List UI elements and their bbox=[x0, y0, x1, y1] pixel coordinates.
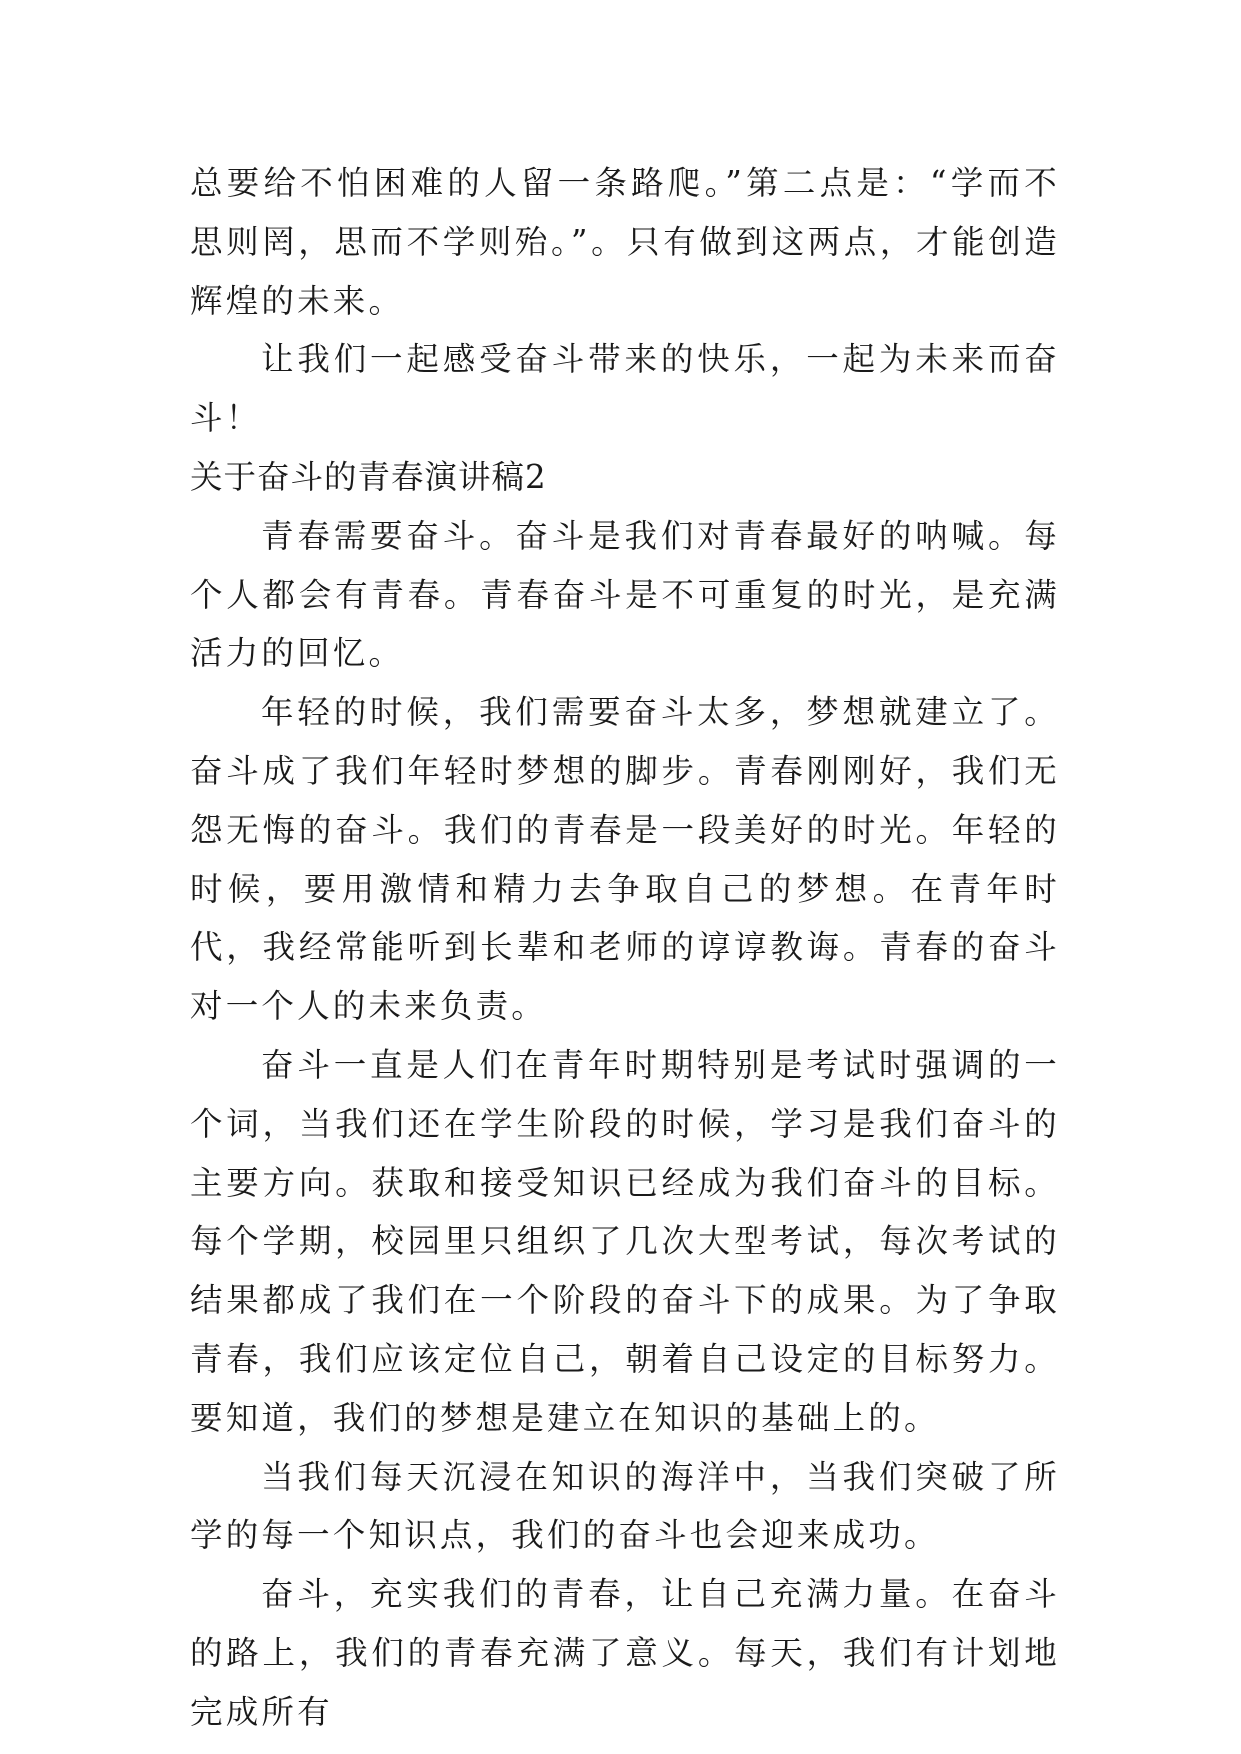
paragraph: 青春需要奋斗。奋斗是我们对青春最好的呐喊。每个人都会有青春。青春奋斗是不可重复的时光，是充满活力的回忆。 bbox=[190, 516, 1060, 673]
section-heading: 关于奋斗的青春演讲稿2 bbox=[190, 457, 547, 496]
paragraph: 年轻的时候，我们需要奋斗太多，梦想就建立了。奋斗成了我们年轻时梦想的脚步。青春刚刚好，我们无怨无悔的奋斗。我们的青春是一段美好的时光。年轻的时候，要用激情和精力去争取自己的梦想。在青年时代，我经常能听到长辈和老师的谆谆教诲。青春的奋斗对一个人的未来负责。 bbox=[190, 693, 1060, 1026]
paragraph-continuation: 总要给不怕困难的人留一条路爬。”第二点是：“学而不思则罔，思而不学则殆。”。只有做到这两点，才能创造辉煌的未来。 bbox=[190, 164, 1060, 320]
paragraph: 奋斗一直是人们在青年时期特别是考试时强调的一个词，当我们还在学生阶段的时候，学习是我们奋斗的主要方向。获取和接受知识已经成为我们奋斗的目标。每个学期，校园里只组织了几次大型考试，每次考试的结果都成了我们在一个阶段的奋斗下的成果。为了争取青春，我们应该定位自己，朝着自己设定的目标努力。要知道，我们的梦想是建立在知识的基础上的。 bbox=[190, 1045, 1060, 1437]
document-body bbox=[190, 154, 1060, 1742]
paragraph: 奋斗，充实我们的青春，让自己充满力量。在奋斗的路上，我们的青春充满了意义。每天，我们有计划地完成所有 bbox=[190, 1575, 1060, 1731]
paragraph: 当我们每天沉浸在知识的海洋中，当我们突破了所学的每一个知识点，我们的奋斗也会迎来成功。 bbox=[190, 1457, 1060, 1555]
paragraph-closing: 让我们一起感受奋斗带来的快乐，一起为未来而奋斗！ bbox=[190, 340, 1060, 438]
